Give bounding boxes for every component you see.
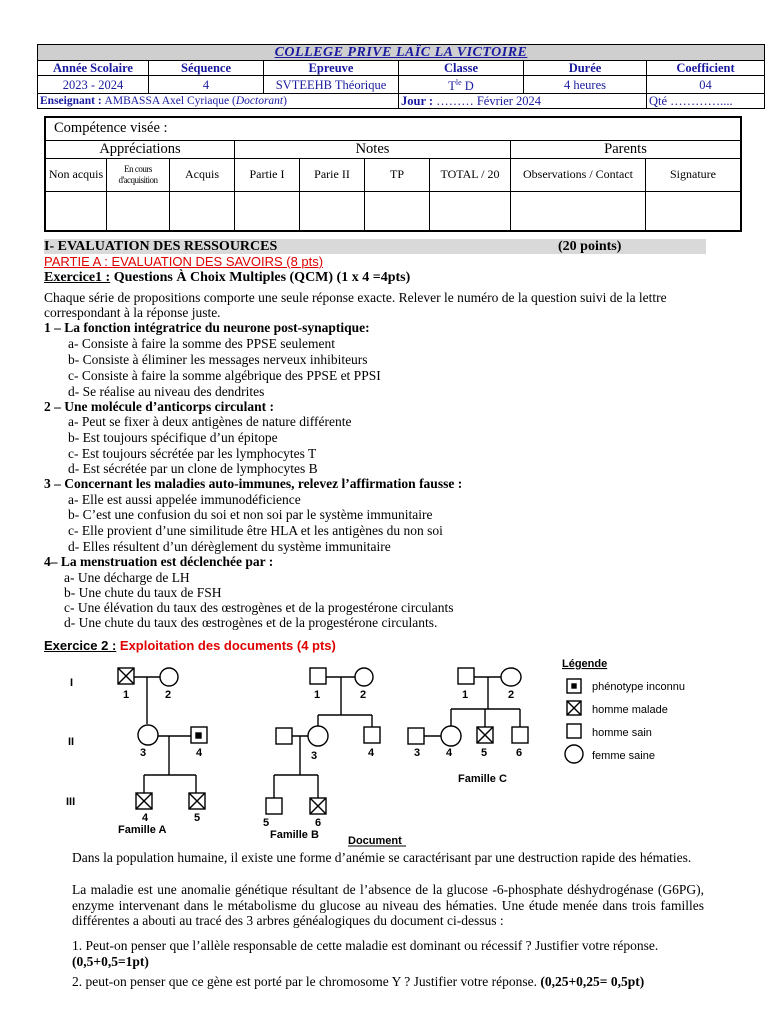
label-class: Classe [399, 61, 524, 76]
individual-number: 2 [508, 689, 515, 701]
group-appreciations: Appréciations [45, 140, 235, 158]
question-2: 2 – Une molécule d’anticorps circulant : [44, 399, 274, 414]
q1-option-d: d- Se réalise au niveau des dendrites [68, 384, 265, 399]
legend-label: phénotype inconnu [592, 681, 685, 693]
question-ex2-2-text: 2. peut-on penser que ce gène est porté par le chromosome Y ? Justifier votre réponse. [72, 974, 537, 989]
ex2-heading [44, 638, 336, 653]
day-value: ……… Février 2024 [436, 94, 542, 109]
ex1-intro-2: correspondant à la réponse juste. [44, 305, 221, 320]
ex1-title: Exercice1 : [44, 270, 111, 285]
individual-number: 3 [414, 747, 421, 759]
healthy-male [458, 668, 474, 684]
header-table [37, 44, 765, 109]
paragraph-context: La maladie est une anomalie génétique résultant de l’absence de la glucose -6-phosphate déshydrogénase (G6PG), enzyme intervenant dans le métabolisme du glucose au niveau des hématies. Une étude menée dans trois familles différentes a abouti au tracé des 3 arbres généalogiques du document ci-dessus : [72, 882, 704, 928]
ex1-subtitle: Questions À Choix Multiples (QCM) (1 x 4 =4pts) [110, 270, 411, 285]
question-ex2-2-points: (0,25+0,25= 0,5pt) [540, 974, 645, 989]
competence-title: Compétence visée : [45, 117, 741, 140]
cell-blank [235, 191, 300, 231]
value-class [399, 76, 524, 94]
teacher-name: AMBASSA Axel Cyriaque ( [104, 95, 236, 108]
label-year: Année Scolaire [38, 61, 149, 76]
q3-option-d: d- Elles résultent d’un dérèglement du système immunitaire [68, 539, 391, 554]
individual-number: 1 [462, 689, 469, 701]
document-caption: Document [348, 835, 402, 847]
partie-a-title: PARTIE A : EVALUATION DES SAVOIRS (8 pts) [44, 254, 324, 269]
col-signature: Signature [646, 158, 742, 191]
col-partie-1: Partie I [235, 158, 300, 191]
cell-blank [45, 191, 107, 231]
cell-blank [511, 191, 646, 231]
generation-label: I [70, 677, 74, 689]
legend-title: Légende [562, 658, 608, 670]
q2-option-b: b- Est toujours spécifique d’un épitope [68, 430, 278, 445]
col-tp: TP [365, 158, 430, 191]
cell-blank [170, 191, 235, 231]
female [441, 726, 461, 746]
question-ex2-1-points: (0,5+0,5=1pt) [72, 953, 149, 969]
label-exam: Epreuve [264, 61, 399, 76]
individual-number: 6 [315, 817, 322, 829]
legend-label: homme malade [592, 704, 668, 716]
label-duration: Durée [524, 61, 647, 76]
teacher-close: ) [283, 95, 287, 108]
quantity: Qté ………….... [647, 94, 765, 109]
ex2-title: Exercice 2 : [44, 638, 117, 653]
paragraph-intro: Dans la population humaine, il existe une forme d’anémie se caractérisant par une destruction rapide des hématies. [72, 850, 692, 865]
legend [562, 658, 685, 763]
individual-number: 4 [142, 812, 149, 824]
col-observations: Observations / Contact [511, 158, 646, 191]
class-sup: le [455, 78, 462, 87]
healthy-male [512, 727, 528, 743]
q4-option-b: b- Une chute du taux de FSH [64, 585, 222, 600]
q1-option-a: a- Consiste à faire la somme des PPSE seulement [68, 336, 335, 351]
col-total: TOTAL / 20 [430, 158, 511, 191]
competence-table [44, 116, 742, 232]
cell-blank [300, 191, 365, 231]
col-en-cours: En cours d'acquisition [107, 158, 170, 191]
family-a [118, 668, 207, 836]
pedigree-document [0, 655, 768, 850]
group-notes: Notes [235, 140, 511, 158]
cell-blank [107, 191, 170, 231]
ex1-intro-1: Chaque série de propositions comporte une seule réponse exacte. Relever le numéro de la question suivi de la lettre [44, 290, 667, 305]
individual-number: 2 [360, 689, 367, 701]
question-4: 4– La menstruation est déclenchée par : [44, 554, 274, 569]
question-ex2-2 [72, 974, 708, 990]
q4-option-a: a- Une décharge de LH [64, 570, 190, 585]
q4-option-d: d- Une chute du taux des œstrogènes et de la progestérone circulants. [64, 615, 438, 630]
cell-blank [646, 191, 742, 231]
healthy-male [276, 728, 292, 744]
question-ex2-1 [72, 938, 704, 969]
value-exam: SVTEEHB Théorique [264, 76, 399, 94]
q2-option-c: c- Est toujours sécrétée par les lymphocytes T [68, 446, 317, 461]
section-points: (20 points) [558, 239, 622, 254]
ex2-subtitle: Exploitation des documents (4 pts) [116, 638, 336, 653]
individual-number: 4 [196, 747, 203, 759]
individual-number: 2 [165, 689, 172, 701]
q2-option-d: d- Est sécrétée par un clone de lymphocytes B [68, 461, 318, 476]
q2-option-a: a- Peut se fixer à deux antigènes de nature différente [68, 414, 352, 429]
female [138, 725, 158, 745]
individual-number: 5 [194, 812, 201, 824]
legend-label: femme saine [592, 750, 655, 762]
col-partie-2: Parie II [300, 158, 365, 191]
ex1-heading [44, 270, 410, 285]
question-1: 1 – La fonction intégratrice du neurone post-synaptique: [44, 320, 370, 335]
individual-number: 5 [481, 747, 488, 759]
group-parents: Parents [511, 140, 742, 158]
family-label: Famille C [458, 773, 507, 785]
day-label: Jour : [401, 94, 437, 109]
healthy-male [266, 798, 282, 814]
section-title: I- EVALUATION DES RESSOURCES [44, 239, 278, 254]
individual-number: 6 [516, 747, 523, 759]
cell-blank [430, 191, 511, 231]
value-sequence: 4 [149, 76, 264, 94]
col-non-acquis: Non acquis [45, 158, 107, 191]
q1-option-c: c- Consiste à faire la somme algébrique des PPSE et PPSI [68, 368, 381, 383]
question-ex2-1-text: 1. Peut-on penser que l’allèle responsable de cette maladie est dominant ou récessif ? Justifier votre réponse. [72, 938, 659, 953]
healthy-female-icon [565, 745, 583, 763]
section-header [44, 239, 706, 254]
col-acquis: Acquis [170, 158, 235, 191]
q1-option-b: b- Consiste à éliminer les messages nerveux inhibiteurs [68, 352, 368, 367]
healthy-male [364, 727, 380, 743]
family-label: Famille B [270, 829, 319, 841]
healthy-male [310, 668, 326, 684]
individual-number: 5 [263, 817, 270, 829]
cell-blank [365, 191, 430, 231]
healthy-male-icon [567, 724, 581, 738]
school-name: COLLEGE PRIVE LAÏC LA VICTOIRE [38, 45, 765, 61]
generation-label: III [66, 796, 76, 808]
family-c [408, 668, 528, 785]
family-b [263, 668, 380, 841]
value-year: 2023 - 2024 [38, 76, 149, 94]
individual-number: 3 [311, 750, 318, 762]
teacher-label: Enseignant : [40, 95, 105, 108]
female [501, 668, 521, 686]
individual-number: 4 [368, 747, 375, 759]
value-duration: 4 heures [524, 76, 647, 94]
family-label: Famille A [118, 824, 167, 836]
generation-label: II [68, 736, 75, 748]
female [308, 726, 328, 746]
healthy-male [408, 728, 424, 744]
individual-number: 1 [314, 689, 321, 701]
q3-option-c: c- Elle provient d’une similitude être HLA et les antigènes du non soi [68, 523, 443, 538]
individual-number: 1 [123, 689, 130, 701]
exam-day [399, 94, 647, 109]
female [355, 668, 373, 686]
class-main: T [448, 79, 456, 94]
individual-number: 3 [140, 747, 147, 759]
teacher [38, 94, 399, 109]
female [160, 668, 178, 686]
question-3: 3 – Concernant les maladies auto-immunes, relevez l’affirmation fausse : [44, 476, 463, 491]
label-coefficient: Coefficient [647, 61, 765, 76]
q3-option-a: a- Elle est aussi appelée immunodéficience [68, 492, 301, 507]
label-sequence: Séquence [149, 61, 264, 76]
teacher-title: Doctorant [235, 95, 284, 108]
q4-option-c: c- Une élévation du taux des œstrogènes et de la progestérone circulants [64, 600, 454, 615]
class-suffix: D [461, 79, 474, 94]
individual-number: 4 [446, 747, 453, 759]
q3-option-b: b- C’est une confusion du soi et non soi par le système immunitaire [68, 507, 433, 522]
value-coefficient: 04 [647, 76, 765, 94]
legend-label: homme sain [592, 727, 652, 739]
